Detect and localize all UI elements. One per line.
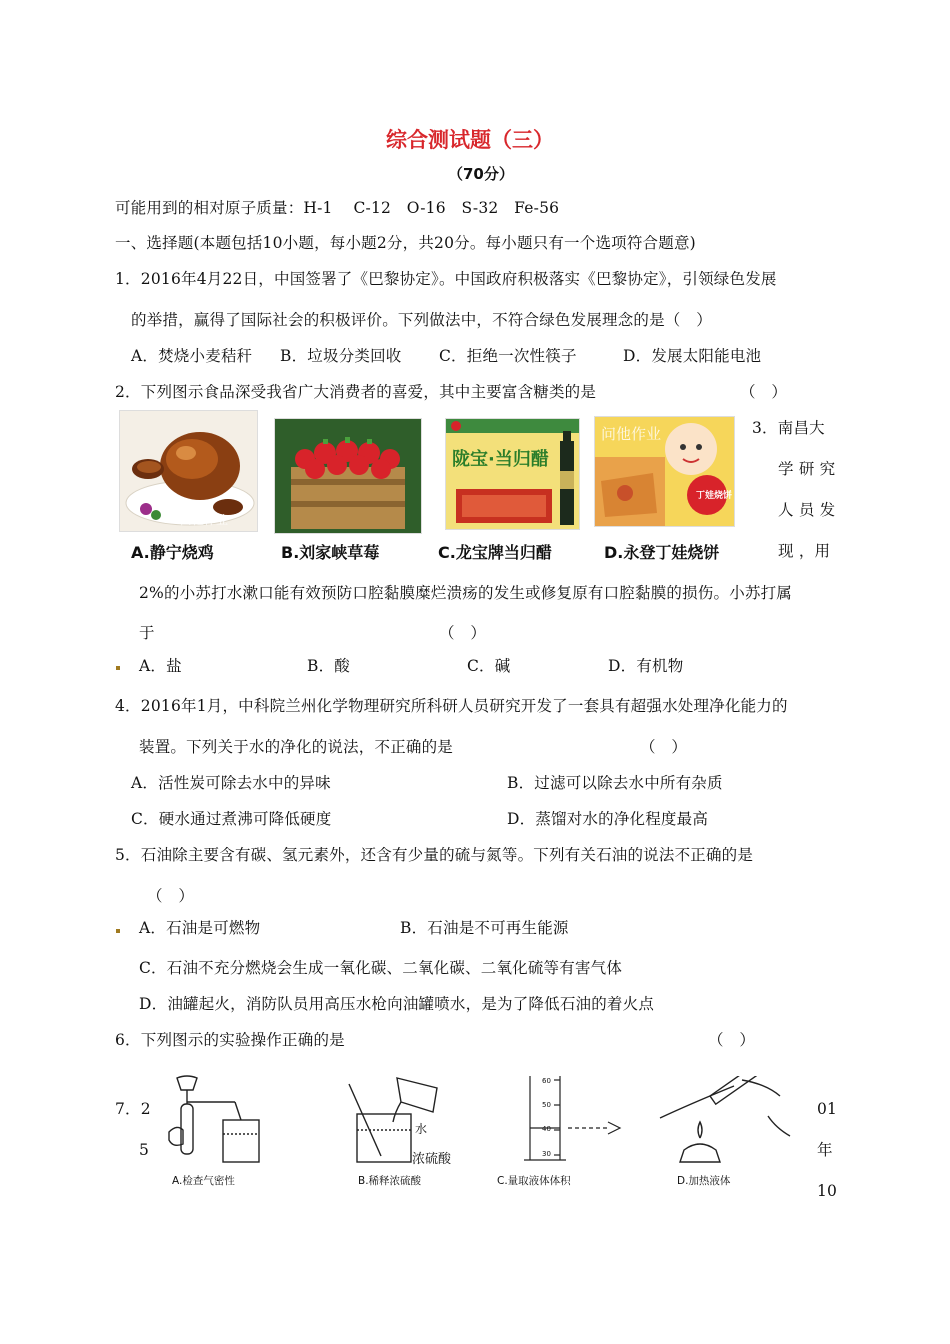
- score-subtitle: （70分）: [448, 165, 514, 183]
- q3-option-b: B．酸: [307, 657, 350, 675]
- label-conc-acid: 浓硫酸: [412, 1152, 452, 1167]
- q6-caption-d: D.加热液体: [677, 1175, 731, 1187]
- atomic-masses: 可能用到的相对原子质量：H-1 C-12 O-16 S-32 Fe-56: [115, 199, 560, 217]
- diagram-measure-volume: [508, 1072, 628, 1164]
- q2-caption-b: B.刘家峡草莓: [281, 543, 380, 562]
- tick-30: 30: [542, 1150, 551, 1158]
- diagram-heat-liquid: [650, 1076, 800, 1166]
- food-image-pancake: [594, 416, 735, 527]
- pancake-brand-label: 丁娃烧饼: [696, 491, 733, 501]
- q4-option-a: A．活性炭可除去水中的异味: [131, 774, 331, 792]
- q6-caption-b: B.稀释浓硫酸: [358, 1175, 422, 1187]
- q1-stem-line1: 1．2016年4月22日，中国签署了《巴黎协定》。中国政府积极落实《巴黎协定》，引领绿色发展: [115, 270, 777, 288]
- margin-dot: [116, 666, 120, 670]
- q5-option-a: A．石油是可燃物: [139, 919, 261, 937]
- q1-option-c: C．拒绝一次性筷子: [439, 347, 577, 365]
- q3-stem-side-4: 现 ，用: [778, 542, 831, 560]
- q4-answer-paren: （ ）: [640, 738, 688, 756]
- tick-50: 50: [542, 1101, 551, 1109]
- q2-caption-a: A.静宁烧鸡: [131, 543, 214, 562]
- q4-option-c: C．硬水通过煮沸可降低硬度: [131, 810, 332, 828]
- watermark: 问他作业: [180, 513, 229, 527]
- q3-option-c: C．碱: [467, 657, 511, 675]
- food-image-vinegar: [445, 418, 580, 530]
- q6-caption-a: A.检查气密性: [172, 1175, 235, 1187]
- q5-answer-paren: （ ）: [147, 887, 195, 905]
- watermark: 问他作业: [601, 425, 662, 443]
- q3-stem-line2: 2%的小苏打水漱口能有效预防口腔黏膜糜烂溃疡的发生或修复原有口腔黏膜的损伤。小苏打属: [139, 584, 792, 602]
- q2-caption-d: D.永登丁娃烧饼: [604, 543, 720, 562]
- q3-stem-side-2: 学 研 究: [778, 460, 836, 478]
- q6-caption-c: C.量取液体体积: [497, 1175, 571, 1187]
- q1-option-a: A．焚烧小麦秸秆: [131, 347, 253, 365]
- q5-option-b: B．石油是不可再生能源: [400, 919, 569, 937]
- q3-option-d: D．有机物: [608, 657, 684, 675]
- q7-stem-left-2: 5: [139, 1141, 150, 1159]
- q2-caption-c: C.龙宝牌当归醋: [438, 543, 552, 562]
- tick-40: 40: [542, 1125, 551, 1133]
- q2-answer-paren: （ ）: [740, 383, 788, 401]
- q4-stem-line1: 4．2016年1月，中科院兰州化学物理研究所科研人员研究开发了一套具有超强水处理净化能力的: [115, 697, 788, 715]
- q4-option-b: B．过滤可以除去水中所有杂质: [507, 774, 723, 792]
- q3-answer-paren: （ ）: [439, 624, 487, 642]
- q3-stem-line3: 于: [139, 624, 155, 642]
- food-image-strawberries: [274, 418, 422, 534]
- q6-answer-paren: （ ）: [708, 1031, 756, 1049]
- q3-option-a: A．盐: [139, 657, 182, 675]
- q1-stem-line2: 的举措，赢得了国际社会的积极评价。下列做法中，不符合绿色发展理念的是（ ）: [131, 311, 712, 329]
- q6-stem: 6．下列图示的实验操作正确的是: [115, 1031, 345, 1049]
- q3-stem-side-3: 人 员 发: [778, 501, 836, 519]
- q7-stem-right-2: 年: [817, 1141, 833, 1159]
- q7-stem-right-1: 01: [817, 1100, 838, 1118]
- tick-60: 60: [542, 1077, 551, 1085]
- q4-option-d: D．蒸馏对水的净化程度最高: [507, 810, 709, 828]
- diagram-gas-tightness: [165, 1072, 265, 1172]
- q5-option-c: C．石油不充分燃烧会生成一氧化碳、二氧化碳、二氧化硫等有害气体: [139, 959, 623, 977]
- q1-option-b: B．垃圾分类回收: [280, 347, 402, 365]
- q4-stem-line2: 装置。下列关于水的净化的说法，不正确的是: [139, 738, 454, 756]
- q7-stem-left-1: 7．2: [115, 1100, 151, 1118]
- q5-stem: 5．石油除主要含有碳、氢元素外，还含有少量的硫与氮等。下列有关石油的说法不正确的是: [115, 846, 754, 864]
- q7-stem-right-3: 10: [817, 1182, 838, 1200]
- page-title: 综合测试题（三）: [386, 128, 554, 152]
- food-image-roast-chicken: [119, 410, 258, 532]
- q1-option-d: D．发展太阳能电池: [623, 347, 762, 365]
- label-water: 水: [415, 1122, 428, 1136]
- q2-stem: 2．下列图示食品深受我省广大消费者的喜爱，其中主要富含糖类的是: [115, 383, 597, 401]
- section-heading: 一、选择题(本题包括10小题，每小题2分，共20分。每小题只有一个选项符合题意): [115, 234, 696, 252]
- q5-option-d: D．油罐起火，消防队员用高压水枪向油罐喷水，是为了降低石油的着火点: [139, 995, 655, 1013]
- vinegar-brand-label: 陇宝·当归醋: [452, 449, 549, 470]
- q3-stem-side-1: 3．南昌大: [752, 419, 825, 437]
- margin-dot: [116, 929, 120, 933]
